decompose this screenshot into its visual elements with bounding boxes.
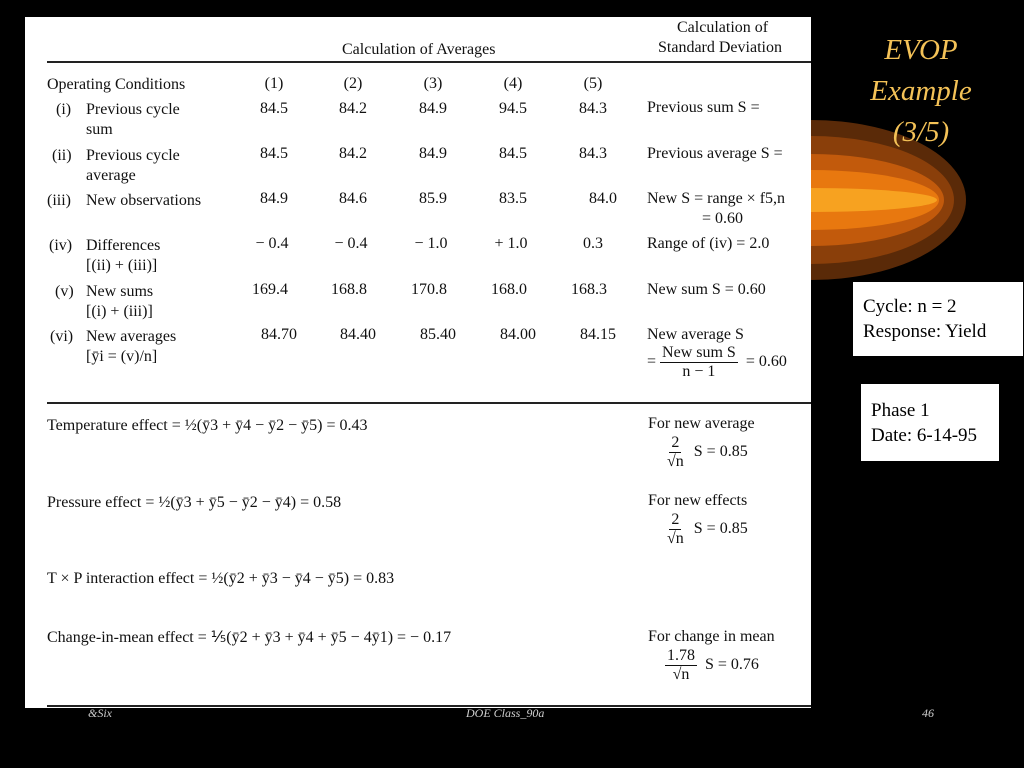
change-in-mean-sd-frac (665, 647, 697, 684)
header-sd-line1: Calculation of (677, 19, 769, 36)
header-averages: Calculation of Averages (342, 41, 496, 58)
temperature-frac-den: √n (667, 453, 684, 470)
new-avg-suffix: = 0.60 (745, 353, 787, 371)
pressure-effect: Pressure effect = ½(ȳ3 + ȳ5 − ȳ2 − ȳ4) = 0.58 (47, 494, 342, 511)
bottom-rule (47, 705, 811, 707)
header-sd-line2: Standard Deviation (658, 39, 782, 56)
new-avg-prefix: = (647, 353, 657, 371)
row-ii-roman: (ii) (52, 147, 72, 164)
row-i-value-4: 94.5 (499, 100, 527, 117)
row-iv-value-2: − 0.4 (334, 235, 368, 252)
column-header-5: (5) (583, 75, 603, 92)
row-iv-label: Differences (86, 237, 161, 254)
row-ii-value-5: 84.3 (579, 145, 607, 162)
row-iii-value-2: 84.6 (339, 190, 367, 207)
date-line: Date: 6-14-95 (871, 425, 978, 446)
row-v-value-4: 168.0 (491, 281, 527, 298)
temperature-sd-value: S = 0.85 (693, 443, 748, 461)
row-vi-label: New averages (86, 328, 177, 345)
row-vi-label2: [ȳi = (v)/n] (86, 348, 158, 365)
row-iii-value-1: 84.9 (260, 190, 288, 207)
row-i-label: Previous cycle (86, 101, 180, 118)
temperature-sd-frac (665, 434, 686, 471)
row-iv-value-5: 0.3 (583, 235, 603, 252)
column-header-2: (2) (343, 75, 363, 92)
title-line-2: Example (870, 75, 972, 107)
row-v-label: New sums (86, 283, 154, 300)
new-avg-frac-den: n − 1 (682, 363, 716, 380)
row-i-value-3: 84.9 (419, 100, 447, 117)
row-iv-roman: (iv) (49, 237, 73, 254)
row-v-value-3: 170.8 (411, 281, 447, 298)
pressure-sd-frac (665, 511, 686, 548)
row-iii-sd2: = 0.60 (702, 210, 744, 227)
change-in-mean-sd-formula (665, 647, 759, 684)
row-iii-label: New observations (86, 192, 202, 209)
title-line-3: (3/5) (892, 116, 950, 148)
pressure-sd-label: For new effects (648, 492, 748, 509)
row-iii-roman: (iii) (47, 192, 71, 209)
row-vi-value-5: 84.15 (580, 326, 616, 343)
row-i-sd: Previous sum S = (647, 99, 760, 116)
row-v-roman: (v) (55, 283, 74, 300)
change-in-mean-frac-den: √n (672, 666, 690, 683)
title-line-1: EVOP (884, 34, 958, 66)
interaction-effect: T × P interaction effect = ½(ȳ2 + ȳ3 − ȳ4 − ȳ5) = 0.83 (47, 570, 395, 587)
row-vi-value-2: 84.40 (340, 326, 376, 343)
row-v-sd: New sum S = 0.60 (647, 281, 766, 298)
row-iv-value-3: − 1.0 (414, 235, 448, 252)
phase-line: Phase 1 (871, 400, 930, 421)
row-iv-value-1: − 0.4 (255, 235, 289, 252)
temperature-frac-num: 2 (671, 434, 680, 451)
row-ii-label: Previous cycle (86, 147, 180, 164)
row-ii-value-1: 84.5 (260, 145, 288, 162)
column-header-1: (1) (264, 75, 284, 92)
row-vi-sd: New average S (647, 326, 744, 343)
change-in-mean-frac-num: 1.78 (667, 647, 695, 664)
cycle-info-box (853, 282, 1023, 356)
row-iii-value-5: 84.0 (589, 190, 617, 207)
phase-info-box (861, 384, 999, 461)
slide-title (846, 30, 996, 153)
row-i-roman: (i) (56, 101, 72, 118)
mid-rule (47, 402, 811, 404)
row-ii-value-2: 84.2 (339, 145, 367, 162)
operating-conditions-label: Operating Conditions (47, 76, 186, 93)
row-iii-sd: New S = range × f5,n (647, 190, 786, 207)
row-v-label2: [(i) + (iii)] (86, 303, 153, 320)
row-iii-value-3: 85.9 (419, 190, 447, 207)
row-i-value-1: 84.5 (260, 100, 288, 117)
pressure-frac-num: 2 (671, 511, 680, 528)
row-vi-value-3: 85.40 (420, 326, 456, 343)
row-iv-label2: [(ii) + (iii)] (86, 257, 158, 274)
row-i-value-5: 84.3 (579, 100, 607, 117)
row-ii-sd: Previous average S = (647, 145, 783, 162)
row-i-label2: sum (86, 121, 113, 138)
row-iii-value-4: 83.5 (499, 190, 527, 207)
footer-page-number: 46 (922, 706, 934, 720)
pressure-sd-value: S = 0.85 (693, 520, 748, 538)
row-v-value-1: 169.4 (252, 281, 288, 298)
temperature-effect: Temperature effect = ½(ȳ3 + ȳ4 − ȳ2 − ȳ5) = 0.43 (47, 417, 368, 434)
change-in-mean-effect: Change-in-mean effect = ⅕(ȳ2 + ȳ3 + ȳ4 + ȳ5 − 4ȳ1) = − 0.17 (47, 629, 452, 646)
row-ii-value-3: 84.9 (419, 145, 447, 162)
row-i-value-2: 84.2 (339, 100, 367, 117)
row-iv-value-4: + 1.0 (494, 235, 528, 252)
footer-left: &Six (88, 706, 112, 720)
new-avg-frac (660, 344, 738, 381)
row-vi-value-1: 84.70 (261, 326, 297, 343)
change-in-mean-sd-label: For change in mean (648, 628, 775, 645)
response-line: Response: Yield (863, 321, 987, 342)
change-in-mean-sd-value: S = 0.76 (705, 656, 759, 674)
row-vi-roman: (vi) (50, 328, 74, 345)
column-header-4: (4) (503, 75, 523, 92)
pressure-sd-formula (665, 511, 748, 548)
row-ii-label2: average (86, 167, 136, 184)
evop-worksheet (25, 17, 811, 708)
cycle-line: Cycle: n = 2 (863, 296, 957, 317)
temperature-sd-formula (665, 434, 748, 471)
row-iv-sd: Range of (iv) = 2.0 (647, 235, 770, 252)
temperature-sd-label: For new average (648, 415, 755, 432)
row-v-value-2: 168.8 (331, 281, 367, 298)
column-header-3: (3) (423, 75, 443, 92)
new-avg-fraction (647, 344, 787, 381)
row-v-value-5: 168.3 (571, 281, 607, 298)
footer-center: DOE Class_90a (466, 706, 545, 720)
new-avg-frac-num: New sum S (662, 344, 736, 361)
pressure-frac-den: √n (667, 530, 684, 547)
row-vi-value-4: 84.00 (500, 326, 536, 343)
top-rule (47, 61, 811, 63)
row-ii-value-4: 84.5 (499, 145, 527, 162)
